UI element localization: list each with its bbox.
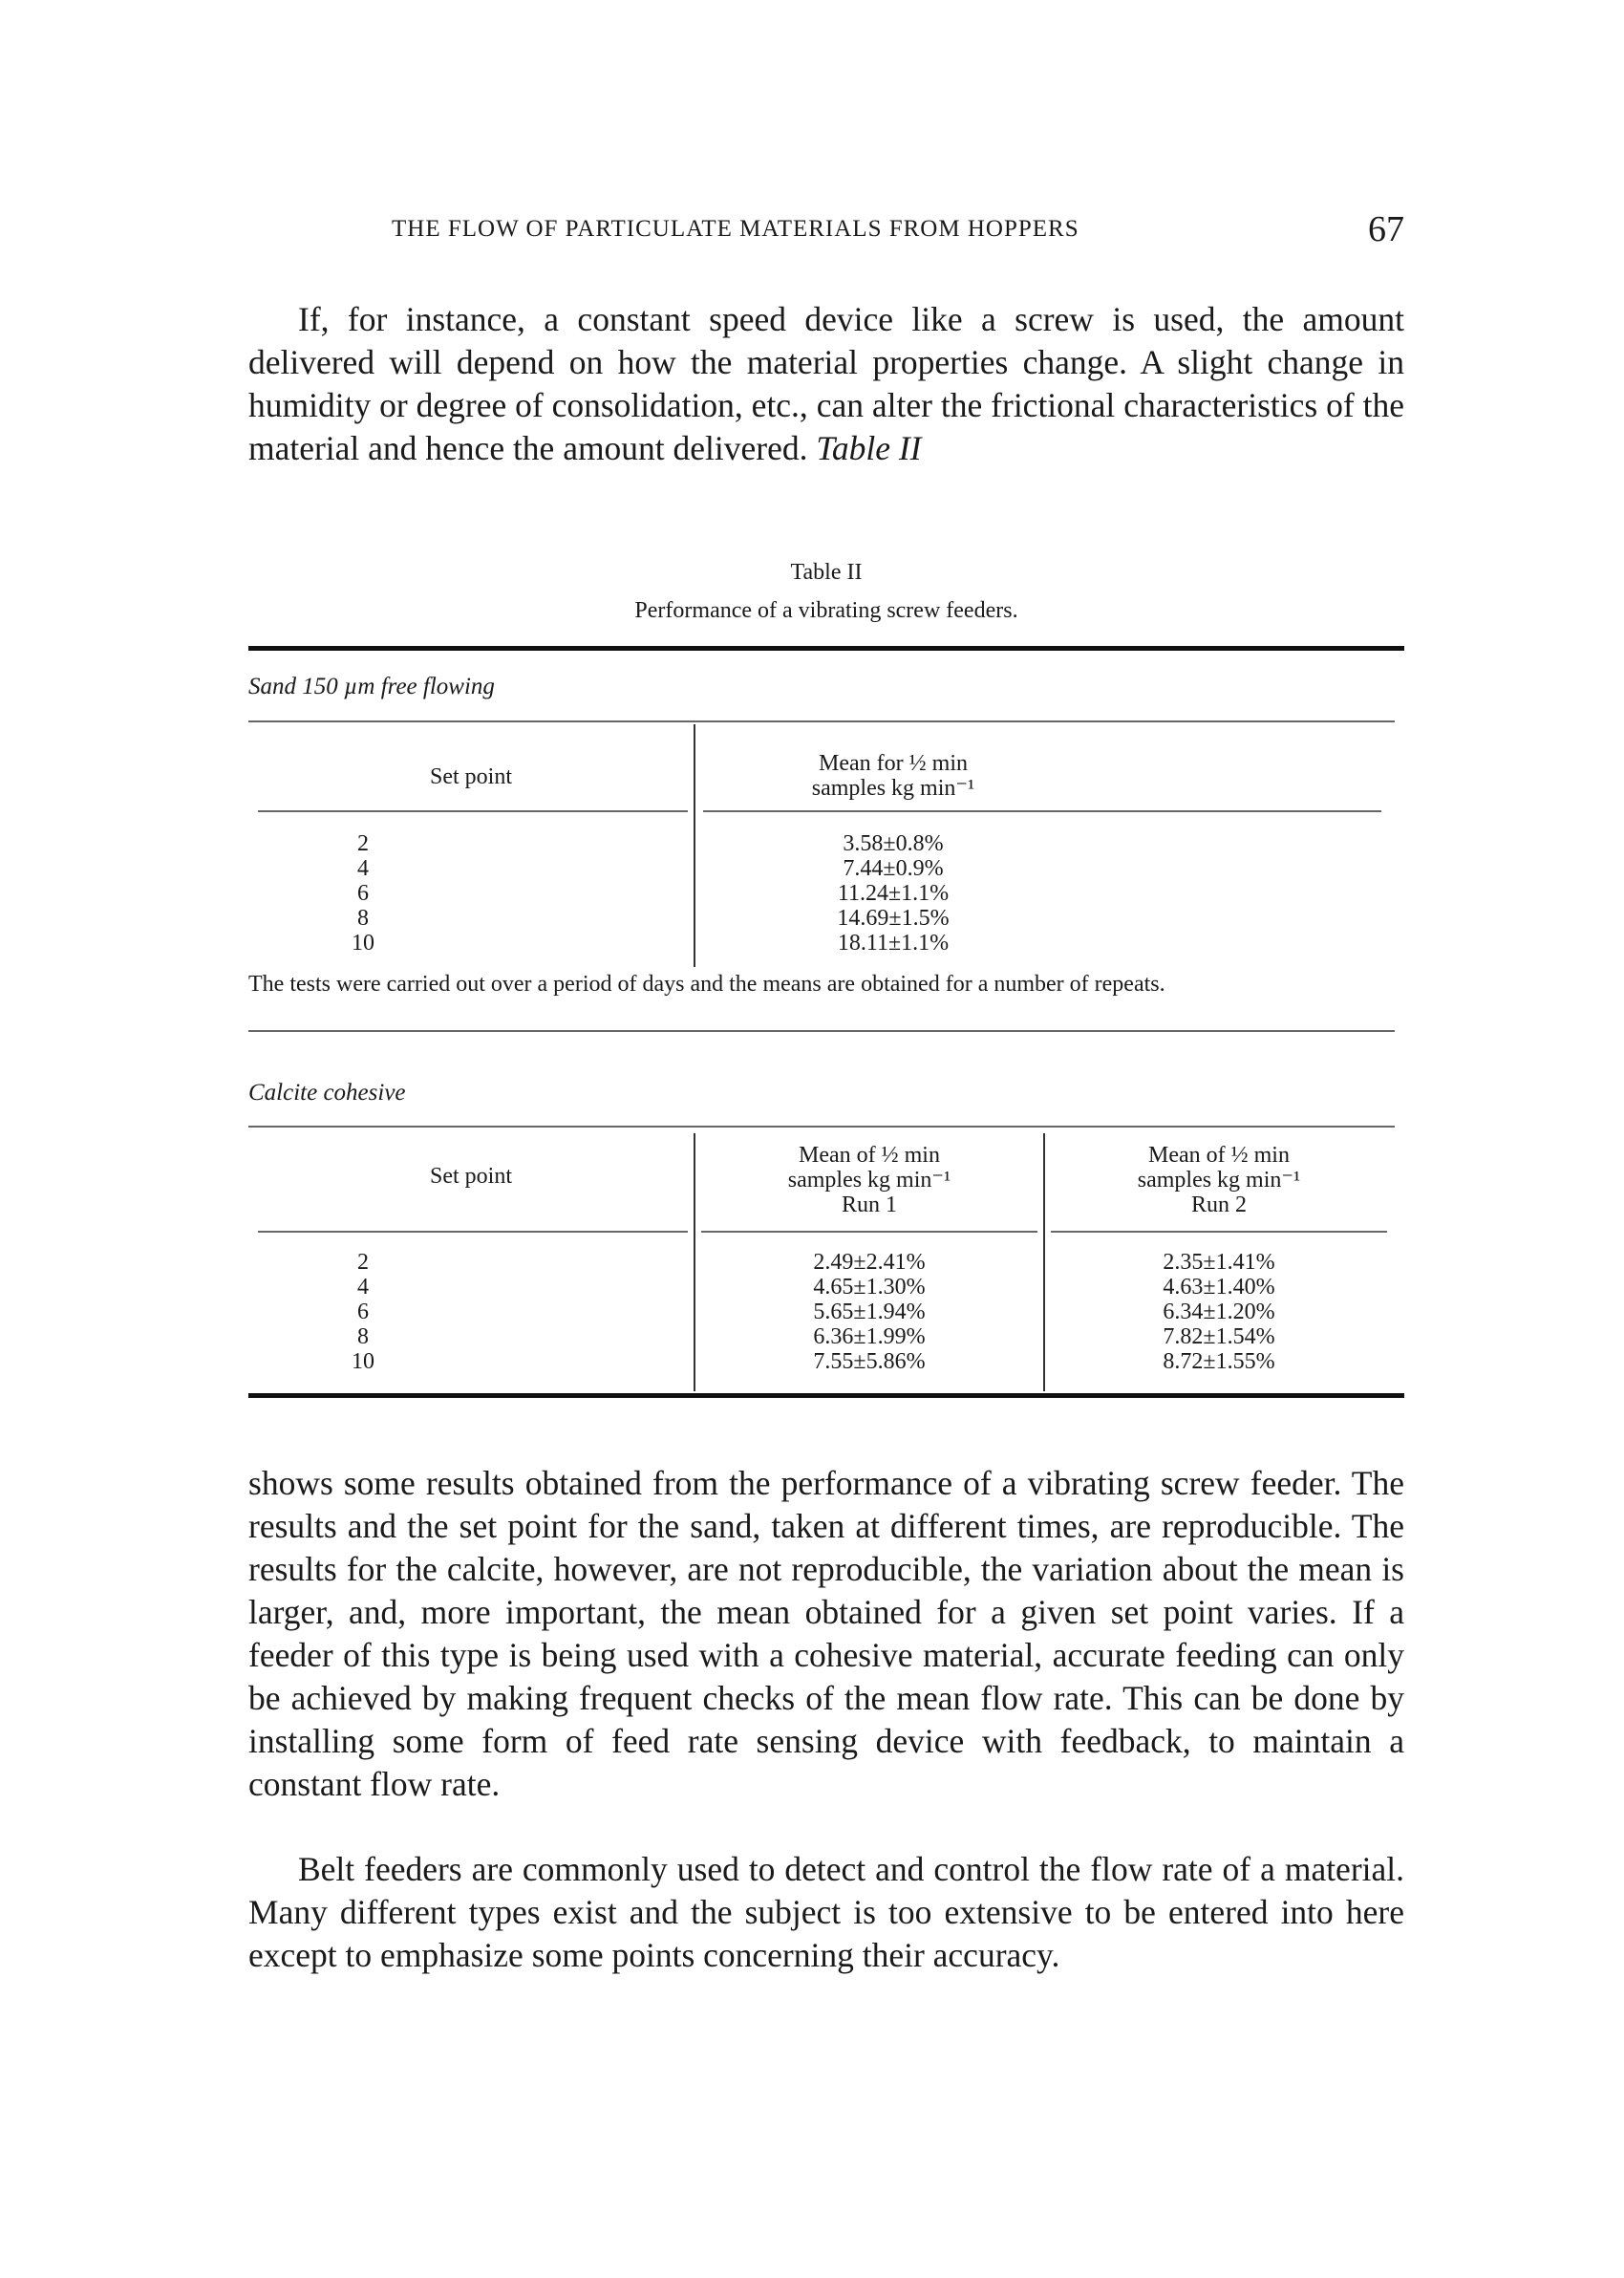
sand-header-mean-line2: samples kg min⁻¹ [811, 776, 975, 801]
sand-row-mean: 11.24±1.1% [837, 881, 950, 906]
sand-row-set-point: 2 [357, 831, 369, 856]
calcite-row-set-point: 2 [357, 1250, 369, 1275]
calcite-header-set-point: Set point [429, 1164, 512, 1189]
sand-header-set-point: Set point [429, 764, 512, 789]
calcite-row-run1: 5.65±1.94% [813, 1300, 926, 1324]
running-title: THE FLOW OF PARTICULATE MATERIALS FROM HOPPERS [392, 216, 1079, 242]
calcite-header-run1-line2: samples kg min⁻¹ [787, 1168, 951, 1193]
table-top-rule [248, 646, 1404, 651]
sand-row-set-point: 10 [352, 931, 374, 956]
calcite-header-run1-line1: Mean of ½ min [799, 1143, 940, 1168]
sand-bottom-rule [248, 1030, 1395, 1032]
sand-row-mean: 18.11±1.1% [837, 931, 950, 956]
calcite-row-run1: 2.49±2.41% [813, 1250, 926, 1275]
sand-set-point-column [248, 831, 478, 956]
sand-row-set-point: 4 [357, 856, 369, 881]
calcite-row-run1: 6.36±1.99% [813, 1324, 926, 1349]
sand-subheader-rule-left [258, 810, 688, 812]
calcite-header-run2-line3: Run 2 [1190, 1193, 1247, 1217]
page-number: 67 [1368, 209, 1404, 249]
sand-row-set-point: 8 [357, 906, 369, 931]
calcite-row-set-point: 4 [357, 1275, 369, 1300]
paragraph-belt-feeders: Belt feeders are commonly used to detect and control the flow rate of a material. Many different types exist and the subject is too extensive to be entered into here except to emphasize some points concerning their accuracy. [248, 1850, 1404, 1974]
sand-row-mean: 14.69±1.5% [837, 906, 950, 931]
calcite-row-run2: 8.72±1.55% [1163, 1349, 1275, 1374]
calcite-row-set-point: 10 [352, 1349, 374, 1374]
calcite-subheader-rule-1 [258, 1231, 688, 1233]
sand-row-mean: 3.58±0.8% [843, 831, 944, 856]
calcite-subheader-rule-2 [701, 1231, 1037, 1233]
calcite-column-divider-1 [694, 1133, 695, 1391]
calcite-header-run2-line1: Mean of ½ min [1148, 1143, 1290, 1168]
calcite-run2-column [1047, 1250, 1391, 1374]
sand-subheader-rule-right [703, 810, 1381, 812]
calcite-row-set-point: 8 [357, 1324, 369, 1349]
sand-mean-column [697, 831, 1089, 956]
calcite-row-run2: 7.82±1.54% [1163, 1324, 1275, 1349]
sand-section-label: Sand 150 µm free flowing [248, 674, 495, 699]
calcite-row-run2: 6.34±1.20% [1163, 1300, 1275, 1324]
calcite-header-run1-line3: Run 1 [841, 1193, 897, 1217]
calcite-header-run2-line2: samples kg min⁻¹ [1137, 1168, 1301, 1193]
calcite-section-label: Calcite cohesive [248, 1080, 406, 1106]
table-reference: Table II [816, 429, 922, 467]
calcite-header-rule [248, 1126, 1395, 1128]
calcite-row-run1: 7.55±5.86% [813, 1349, 926, 1374]
calcite-set-point-column [248, 1250, 478, 1374]
table-label: Table II [790, 560, 863, 585]
calcite-row-run1: 4.65±1.30% [813, 1275, 926, 1300]
calcite-row-set-point: 6 [357, 1300, 369, 1324]
calcite-run1-column [697, 1250, 1041, 1374]
paragraph-intro: If, for instance, a constant speed device like a screw is used, the amount delivered will depend on how the material properties change. A slight change in humidity or degree of consolidation, etc., can alter the frictional characteristics of the material and hence the amount delivered. Table II [248, 300, 1404, 467]
running-header [248, 209, 1404, 254]
calcite-column-divider-2 [1043, 1133, 1045, 1391]
sand-row-mean: 7.44±0.9% [843, 856, 944, 881]
sand-table-note: The tests were carried out over a period of days and the means are obtained for a number of repeats. [248, 972, 1165, 997]
sand-column-divider [694, 724, 695, 967]
sand-row-set-point: 6 [357, 881, 369, 906]
calcite-row-run2: 4.63±1.40% [1163, 1275, 1275, 1300]
paragraph-results: shows some results obtained from the performance of a vibrating screw feeder. The results and the set point for the sand, taken at different times, are reproducible. The results for the calcite, however, are not reproducible, the variation about the mean is larger, and, more important, the mean obtained for a given set point varies. If a feeder of this type is being used with a cohesive material, accurate feeding can only be achieved by making frequent checks of the mean flow rate. This can be done by installing some form of feed rate sensing device with feedback, to maintain a constant flow rate. [248, 1464, 1404, 1803]
sand-header-mean-line1: Mean for ½ min [819, 751, 968, 776]
calcite-subheader-rule-3 [1051, 1231, 1387, 1233]
calcite-row-run2: 2.35±1.41% [1163, 1250, 1275, 1275]
sand-header-rule [248, 720, 1395, 722]
table-bottom-rule [248, 1393, 1404, 1398]
table-title: Performance of a vibrating screw feeders. [634, 598, 1018, 623]
